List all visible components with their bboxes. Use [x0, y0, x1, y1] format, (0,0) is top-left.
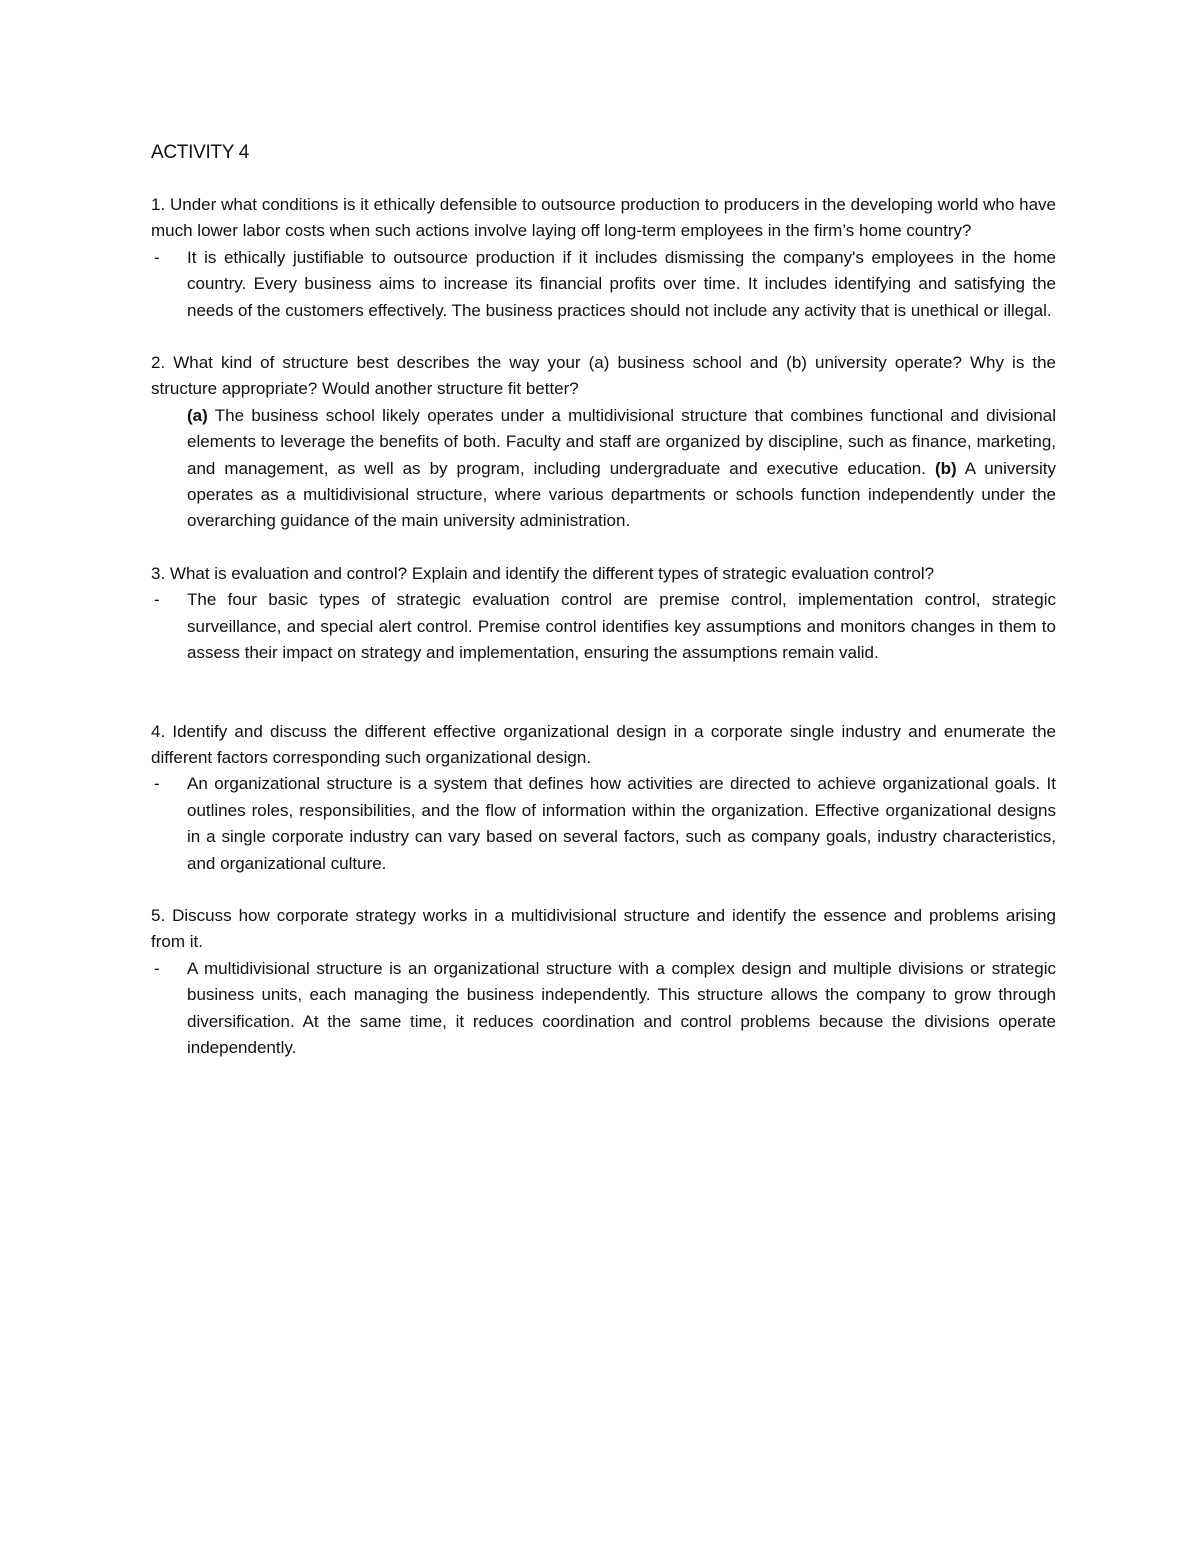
bullet-dash: - [154, 590, 160, 610]
answer-5 [154, 956, 1056, 1062]
document-title: ACTIVITY 4 [151, 142, 250, 163]
answer-1-text: It is ethically justifiable to outsource production if it includes dismissing the company's employees in the home country. Every business aims to increase its financial profits over time. It includes identifying and satisfying the needs of the customers effectively. The business practices should not include any activity that is unethical or illegal. [187, 247, 1056, 320]
bullet-dash: - [154, 958, 160, 978]
spacer [151, 324, 1056, 350]
spacer [151, 667, 1056, 719]
spacer [151, 535, 1056, 561]
answer-2a-text: The business school likely operates under a multidivisional structure that combines functional and divisional elements to leverage the benefits of both. Faculty and staff are organized by discipline, such as finance, marketing, and management, as well as by program, including undergraduate and executive education. [187, 405, 1056, 478]
bullet-dash: - [154, 247, 160, 267]
answer-1 [154, 245, 1056, 324]
question-3: 3. What is evaluation and control? Explain and identify the different types of strategic evaluation control? [151, 563, 935, 583]
answer-3 [154, 587, 1056, 666]
answer-5-text: A multidivisional structure is an organizational structure with a complex design and multiple divisions or strategic business units, each managing the business independently. This structure allows the company to grow through diversification. At the same time, it reduces coordination and control problems because the divisions operate independently. [187, 958, 1056, 1057]
answer-4-text: An organizational structure is a system that defines how activities are directed to achieve organizational goals. It outlines roles, responsibilities, and the flow of information within the organization. Effective organizational designs in a single corporate industry can vary based on several factors, such as company goals, industry characteristics, and organizational culture. [187, 774, 1056, 873]
question-2: 2. What kind of structure best describes the way your (a) business school and (b) university operate? Why is the structure appropriate? Would another structure fit better? [151, 353, 1056, 399]
answer-2 [187, 403, 1056, 535]
question-5: 5. Discuss how corporate strategy works in a multidivisional structure and identify the essence and problems arising from it. [151, 905, 1056, 952]
bullet-dash: - [154, 774, 160, 794]
question-1: 1. Under what conditions is it ethically defensible to outsource production to producers in the developing world who have much lower labor costs when such actions involve laying off long-term employees in the firm’s home country? [151, 195, 1056, 241]
answer-2b-text: A university operates as a multidivisional structure, where various departments or schools function independently under the overarching guidance of the main university administration. [187, 458, 1056, 531]
answer-2-label-b: (b) [934, 458, 957, 478]
spacer [151, 877, 1056, 903]
question-4: 4. Identify and discuss the different effective organizational design in a corporate single industry and enumerate the different factors corresponding such organizational design. [151, 721, 1056, 767]
answer-2-label-a: (a) [187, 405, 208, 425]
answer-4 [154, 771, 1056, 877]
answer-3-text: The four basic types of strategic evaluation control are premise control, implementation control, strategic surveillance, and special alert control. Premise control identifies key assumptions and monitors changes in them to assess their impact on strategy and implementation, ensuring the assumptions remain valid. [187, 590, 1056, 663]
